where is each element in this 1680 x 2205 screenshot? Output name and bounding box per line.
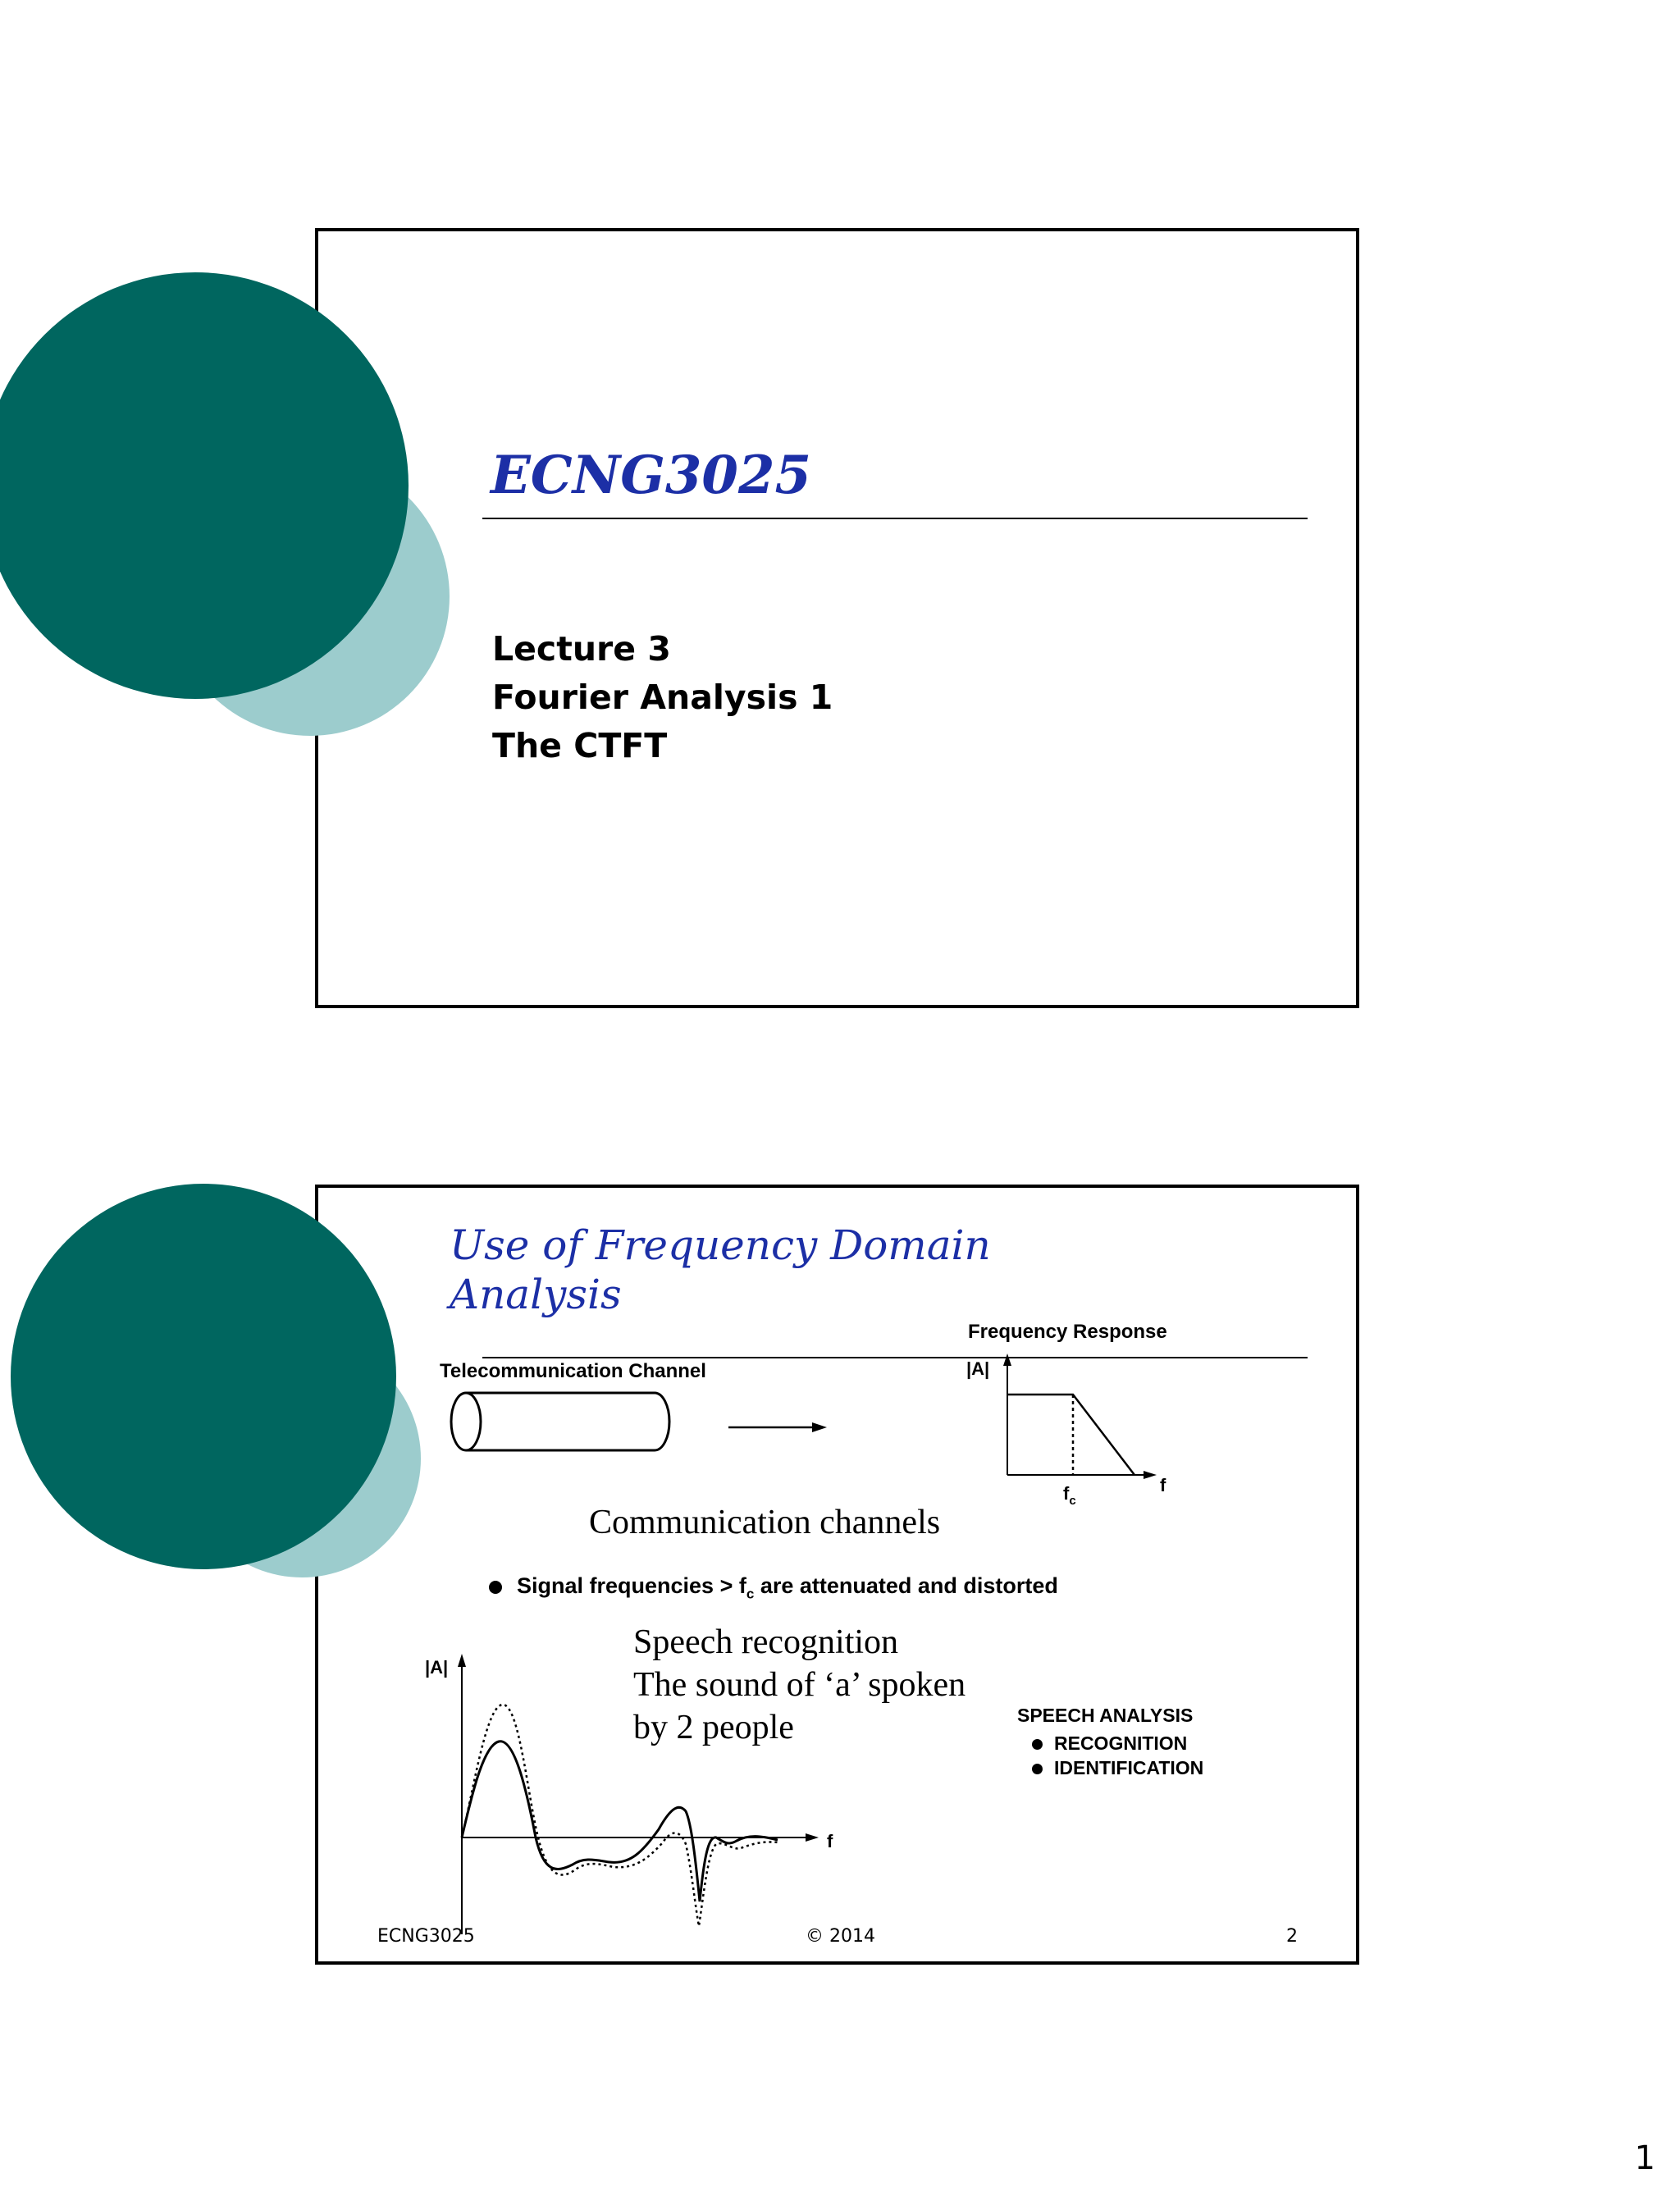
channel-label: Telecommunication Channel	[440, 1360, 706, 1382]
deco-circle-dark	[11, 1184, 396, 1569]
channel-cylinder-diagram	[450, 1385, 835, 1483]
frequency-response-plot	[966, 1352, 1212, 1508]
attenuation-bullet: Signal frequencies > $f_c$ are attenuated and distorted	[489, 1573, 1058, 1602]
subtitle-line-1: Lecture 3	[492, 629, 671, 669]
freq-x-arrow	[1144, 1471, 1157, 1479]
freq-response-title: Frequency Response	[968, 1321, 1167, 1343]
speech-text-line-1: Speech recognition	[633, 1623, 899, 1661]
page-number: 1	[1634, 2139, 1655, 2177]
speech-text-line-2: The sound of ‘a’ spoken	[633, 1666, 966, 1704]
title-rule	[482, 518, 1308, 519]
speech-analysis-heading: SPEECH ANALYSIS	[1017, 1705, 1194, 1726]
slide-2	[315, 1185, 1359, 1965]
cutoff-label: $f_c$	[1063, 1483, 1076, 1508]
footer-center: © 2014	[806, 1926, 875, 1947]
speech-text-line-3: by 2 people	[633, 1709, 794, 1746]
communication-caption: Communication channels	[589, 1504, 941, 1541]
subtitle-line-3: The CTFT	[492, 726, 668, 765]
freq-y-label: |A|	[966, 1358, 990, 1379]
speech-x-arrow	[806, 1833, 819, 1842]
bullet-dot	[1032, 1764, 1043, 1774]
bullet-dot	[489, 1581, 502, 1594]
speech-y-arrow	[458, 1654, 466, 1667]
speech-y-label: |A|	[425, 1657, 449, 1678]
freq-x-label: f	[1160, 1475, 1166, 1495]
speech-curve-dotted	[462, 1705, 778, 1926]
deco-circle-dark	[0, 272, 409, 699]
speech-curve-solid	[462, 1742, 778, 1901]
speech-x-label: f	[827, 1831, 833, 1851]
cylinder-end	[451, 1393, 481, 1450]
channel-arrow-head	[812, 1422, 827, 1432]
slide-2-title-line-1: Use of Frequency Domain	[450, 1221, 991, 1269]
freq-response-curve	[1007, 1395, 1134, 1475]
slide-1	[315, 228, 1359, 1008]
footer-right: 2	[1286, 1926, 1298, 1947]
bullet-dot	[1032, 1739, 1043, 1750]
speech-analysis-item-1: RECOGNITION	[1032, 1732, 1187, 1755]
slide-1-decoration	[318, 231, 564, 1011]
freq-y-arrow	[1003, 1354, 1011, 1366]
speech-analysis-item-2: IDENTIFICATION	[1032, 1757, 1203, 1779]
slide-2-title-line-2: Analysis	[450, 1271, 622, 1318]
footer-left: ECNG3025	[377, 1926, 475, 1947]
speech-spectrum-plot	[425, 1647, 884, 1951]
slide-1-title: ECNG3025	[491, 445, 811, 506]
subtitle-line-2: Fourier Analysis 1	[492, 678, 833, 717]
cylinder-body	[466, 1393, 669, 1450]
